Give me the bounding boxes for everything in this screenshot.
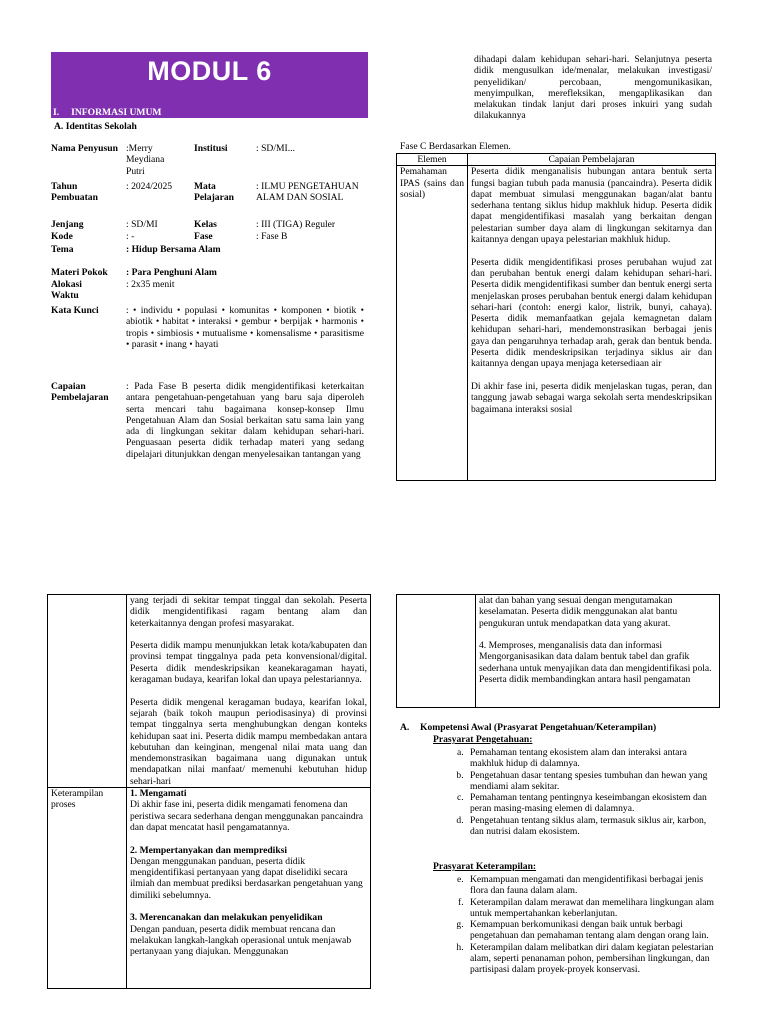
elemen-cell: Keterampilan proses <box>48 788 127 989</box>
table-row <box>48 595 371 788</box>
alokasi-label: Alokasi Waktu <box>51 279 82 302</box>
fase-c-table <box>396 153 716 481</box>
kelas-label: Kelas <box>194 219 217 230</box>
elemen-cell-empty <box>48 595 127 788</box>
step-text: Dengan menggunakan panduan, peserta didik mengidentifikasi pertanyaan yang dapat diselidiki secara ilmiah dan membuat prediksi berdasarkan pengetahuan yang dimiliki sebelumnya. <box>130 855 363 901</box>
capaian-paragraph: Di akhir fase ini, peserta didik menjelaskan tugas, peran, dan tanggung jawab sebagai warga sekolah serta mendeskripsikan bagaimana interaksi sosial <box>471 380 712 415</box>
step-heading: 2. Mempertanyakan dan memprediksi <box>130 844 288 856</box>
kata-kunci-value: : • individu • populasi • komunitas • komponen • biotik • abiotik • habitat • interaksi • gembur • berpijak • harmonis • tropis • simbiosis • mutualisme • komensalisme • parasitisme • parasit • inang • hayati <box>126 305 364 350</box>
kode-value: : - <box>126 231 135 242</box>
capaian-paragraph: Peserta didik mampu menunjukkan letak kota/kabupaten dan provinsi tempat tinggalnya pada peta konvensional/digital. Peserta didik mendeskripsikan keanekaragaman hayati, keragaman budaya, kearifan lokal dan upaya pelestariannya. <box>130 640 367 686</box>
tema-label: Tema <box>51 244 74 255</box>
jenjang-value: : SD/MI <box>126 219 158 230</box>
capaian-paragraph: Peserta didik menganalisis hubungan antara bentuk serta fungsi bagian tubuh pada manusia (pancaindra). Peserta didik dapat membuat simulasi menggunakan bagan/alat bantu sederhana tentang siklus hidup makhluk hidup. Peserta didik dapat mengidentifikasi masalah yang berkaitan dengan pelestarian sumber daya alam di lingkungan sekitarnya dan kaitannya dengan upaya pelestarian makhluk hidup. <box>471 166 712 246</box>
keterampilan-table-continued <box>396 594 720 708</box>
kata-kunci-label: Kata Kunci <box>51 305 99 316</box>
table-row <box>397 595 720 708</box>
kode-label: Kode <box>51 231 73 242</box>
capaian-cell <box>127 595 371 788</box>
prasyarat-keterampilan-heading: Prasyarat Keterampilan: <box>433 861 537 872</box>
institusi-label: Institusi <box>194 143 228 154</box>
pengetahuan-list <box>433 747 719 837</box>
fase-c-caption: Fase C Berdasarkan Elemen. <box>400 141 511 152</box>
column-header-capaian: Capaian Pembelajaran <box>468 154 716 166</box>
list-item: f. Keterampilan dalam merawat dan memelihara lingkungan alam untuk mempertahankan keberlanjutan. <box>466 897 719 920</box>
step-text: 4. Memproses, menganalisis data dan informasi Mengorganisasikan data dalam bentuk tabel dan grafik sederhana untuk menyajikan data dan mengidentifikasi pola. Peserta didik membandingkan antara hasil pengamatan <box>479 640 712 686</box>
table-header-row <box>397 154 716 166</box>
capaian-label: Capaian Pembelajaran <box>51 381 109 404</box>
jenjang-label: Jenjang <box>51 219 84 230</box>
identitas-heading: A. Identitas Sekolah <box>54 121 137 132</box>
capaian-cell <box>468 166 716 481</box>
mapel-label: Mata Pelajaran <box>194 181 234 204</box>
fase-label: Fase <box>194 231 213 242</box>
continued-paragraph: dihadapi dalam kehidupan sehari-hari. Selanjutnya peserta didik mengusulkan ide/menalar, melakukan investigasi/ penyelidikan/ percobaan, mengomunikasikan, menyimpulkan, merefleksikan, mengaplikasikan dan melakukan tindak lanjut dari proses inkuiri yang sudah dilakukannya <box>474 54 712 122</box>
alokasi-value: : 2x35 menit <box>126 279 175 290</box>
module-banner <box>51 52 368 118</box>
fase-value: : Fase B <box>256 231 288 242</box>
tema-value: : Hidup Bersama Alam <box>126 244 221 255</box>
kompetensi-heading: Kompetensi Awal (Prasyarat Pengetahuan/Keterampilan) <box>420 722 657 733</box>
step-heading: 1. Mengamati <box>130 788 187 800</box>
tahun-label: Tahun Pembuatan <box>51 181 98 204</box>
list-item: a. Pemahaman tentang ekosistem alam dan interaksi antara makhluk hidup di dalamnya. <box>466 747 719 770</box>
section-heading: I. INFORMASI UMUM <box>53 107 162 118</box>
capaian-paragraph: yang terjadi di sekitar tempat tinggal dan sekolah. Peserta didik mengidentifikasi ragam bentang alam dan keterkaitannya dengan profesi masyarakat. <box>130 595 367 629</box>
module-title: MODUL 6 <box>147 56 272 86</box>
fase-c-table-continued <box>47 594 371 989</box>
mapel-value: : ILMU PENGETAHUAN ALAM DAN SOSIAL <box>256 181 359 204</box>
step-text: alat dan bahan yang sesuai dengan mengutamakan keselamatan. Peserta didik menggunakan alat bantu pengukuran untuk mendapatkan data yang akurat. <box>479 595 678 629</box>
keterampilan-list <box>433 874 719 976</box>
list-item: d. Pengetahuan tentang siklus alam, termasuk siklus air, karbon, dan nutrisi dalam ekosistem. <box>466 815 719 838</box>
table-row <box>397 166 716 481</box>
step-text: Di akhir fase ini, peserta didik mengamati fenomena dan peristiwa secara sederhana dengan menggunakan pancaindra dan dapat mencatat hasil pengamatannya. <box>130 799 364 833</box>
elemen-cell: Pemahaman IPAS (sains dan sosial) <box>397 166 468 481</box>
keterampilan-cell <box>476 595 720 708</box>
capaian-paragraph: Peserta didik mengenal keragaman budaya, kearifan lokal, sejarah (baik tokoh maupun periodisasinya) di provinsi tempat tinggalnya serta menghubungkan dengan konteks kehidupan saat ini. Peserta didik mampu membedakan antara kebutuhan dan keinginan, mengenal nilai mata uang dan mendemonstrasikan bagaimana uang digunakan untuk mendapatkan nilai manfaat/ memenuhi kebutuhan hidup sehari-hari <box>130 696 367 787</box>
elemen-cell-empty <box>397 595 476 708</box>
capaian-paragraph: Peserta didik mengidentifikasi proses perubahan wujud zat dan perubahan bentuk energi dalam kehidupan sehari-hari. Peserta didik mengidentifikasi sumber dan bentuk energi serta menjelaskan proses perubahan bentuk energi dalam kehidupan sehari-hari (contoh: energi kalor, listrik, bunyi, cahaya). Peserta didik memanfaatkan gejala kemagnetan dalam kehidupan sehari-hari, mendemonstrasikan berbagai jenis gaya dan pengaruhnya terhadap arah, gerak dan bentuk benda. Peserta didik mendeskripsikan terjadinya siklus air dan kaitannya dengan upaya menjaga ketersediaan air <box>471 256 712 370</box>
institusi-value: : SD/MI... <box>256 143 295 154</box>
materi-value: : Para Penghuni Alam <box>126 267 217 278</box>
keterampilan-cell <box>127 788 371 989</box>
tahun-value: : 2024/2025 <box>126 181 173 192</box>
list-item: g. Kemampuan berkomunikasi dengan baik untuk berbagi pengetahuan dan pemahaman tentang alam dengan orang lain. <box>466 919 719 942</box>
list-item: c. Pemahaman tentang pentingnya keseimbangan ekosistem dan peran masing-masing elemen di dalamnya. <box>466 792 719 815</box>
list-item: h. Keterampilan dalam melibatkan diri dalam kegiatan pelestarian alam, seperti penanaman pohon, pembersihan lingkungan, dan partisipasi dalam proyek-proyek konservasi. <box>466 942 719 976</box>
step-heading: 3. Merencanakan dan melakukan penyelidikan <box>130 912 323 924</box>
nama-value: :Merry Meydiana Putri <box>126 143 165 177</box>
table-row <box>48 788 371 989</box>
kompetensi-marker: A. <box>400 722 410 733</box>
prasyarat-pengetahuan-heading: Prasyarat Pengetahuan: <box>433 734 533 745</box>
capaian-value: : Pada Fase B peserta didik mengidentifikasi keterkaitan antara pengetahuan-pengetahuan yang baru saja diperoleh serta mencari tahu bagaimana konsep-konsep Ilmu Pengetahuan Alam dan Sosial berkaitan satu sama lain yang ada di lingkungan sekitar dalam kehidupan sehari-hari. Penguasaan peserta didik terhadap materi yang sedang dipelajari ditunjukkan dengan menyelesaikan tantangan yang <box>126 381 364 460</box>
list-item: e. Kemampuan mengamati dan mengidentifikasi berbagai jenis flora dan fauna dalam alam. <box>466 874 719 897</box>
nama-label: Nama Penyusun <box>51 143 118 154</box>
column-header-elemen: Elemen <box>397 154 468 166</box>
list-item: b. Pengetahuan dasar tentang spesies tumbuhan dan hewan yang mendiami alam sekitar. <box>466 770 719 793</box>
kelas-value: : III (TIGA) Reguler <box>256 219 336 230</box>
step-text: Dengan panduan, peserta didik membuat rencana dan melakukan langkah-langkah operasional untuk menjawab pertanyaan yang diajukan. Menggunakan <box>130 923 352 958</box>
materi-label: Materi Pokok <box>51 267 108 278</box>
